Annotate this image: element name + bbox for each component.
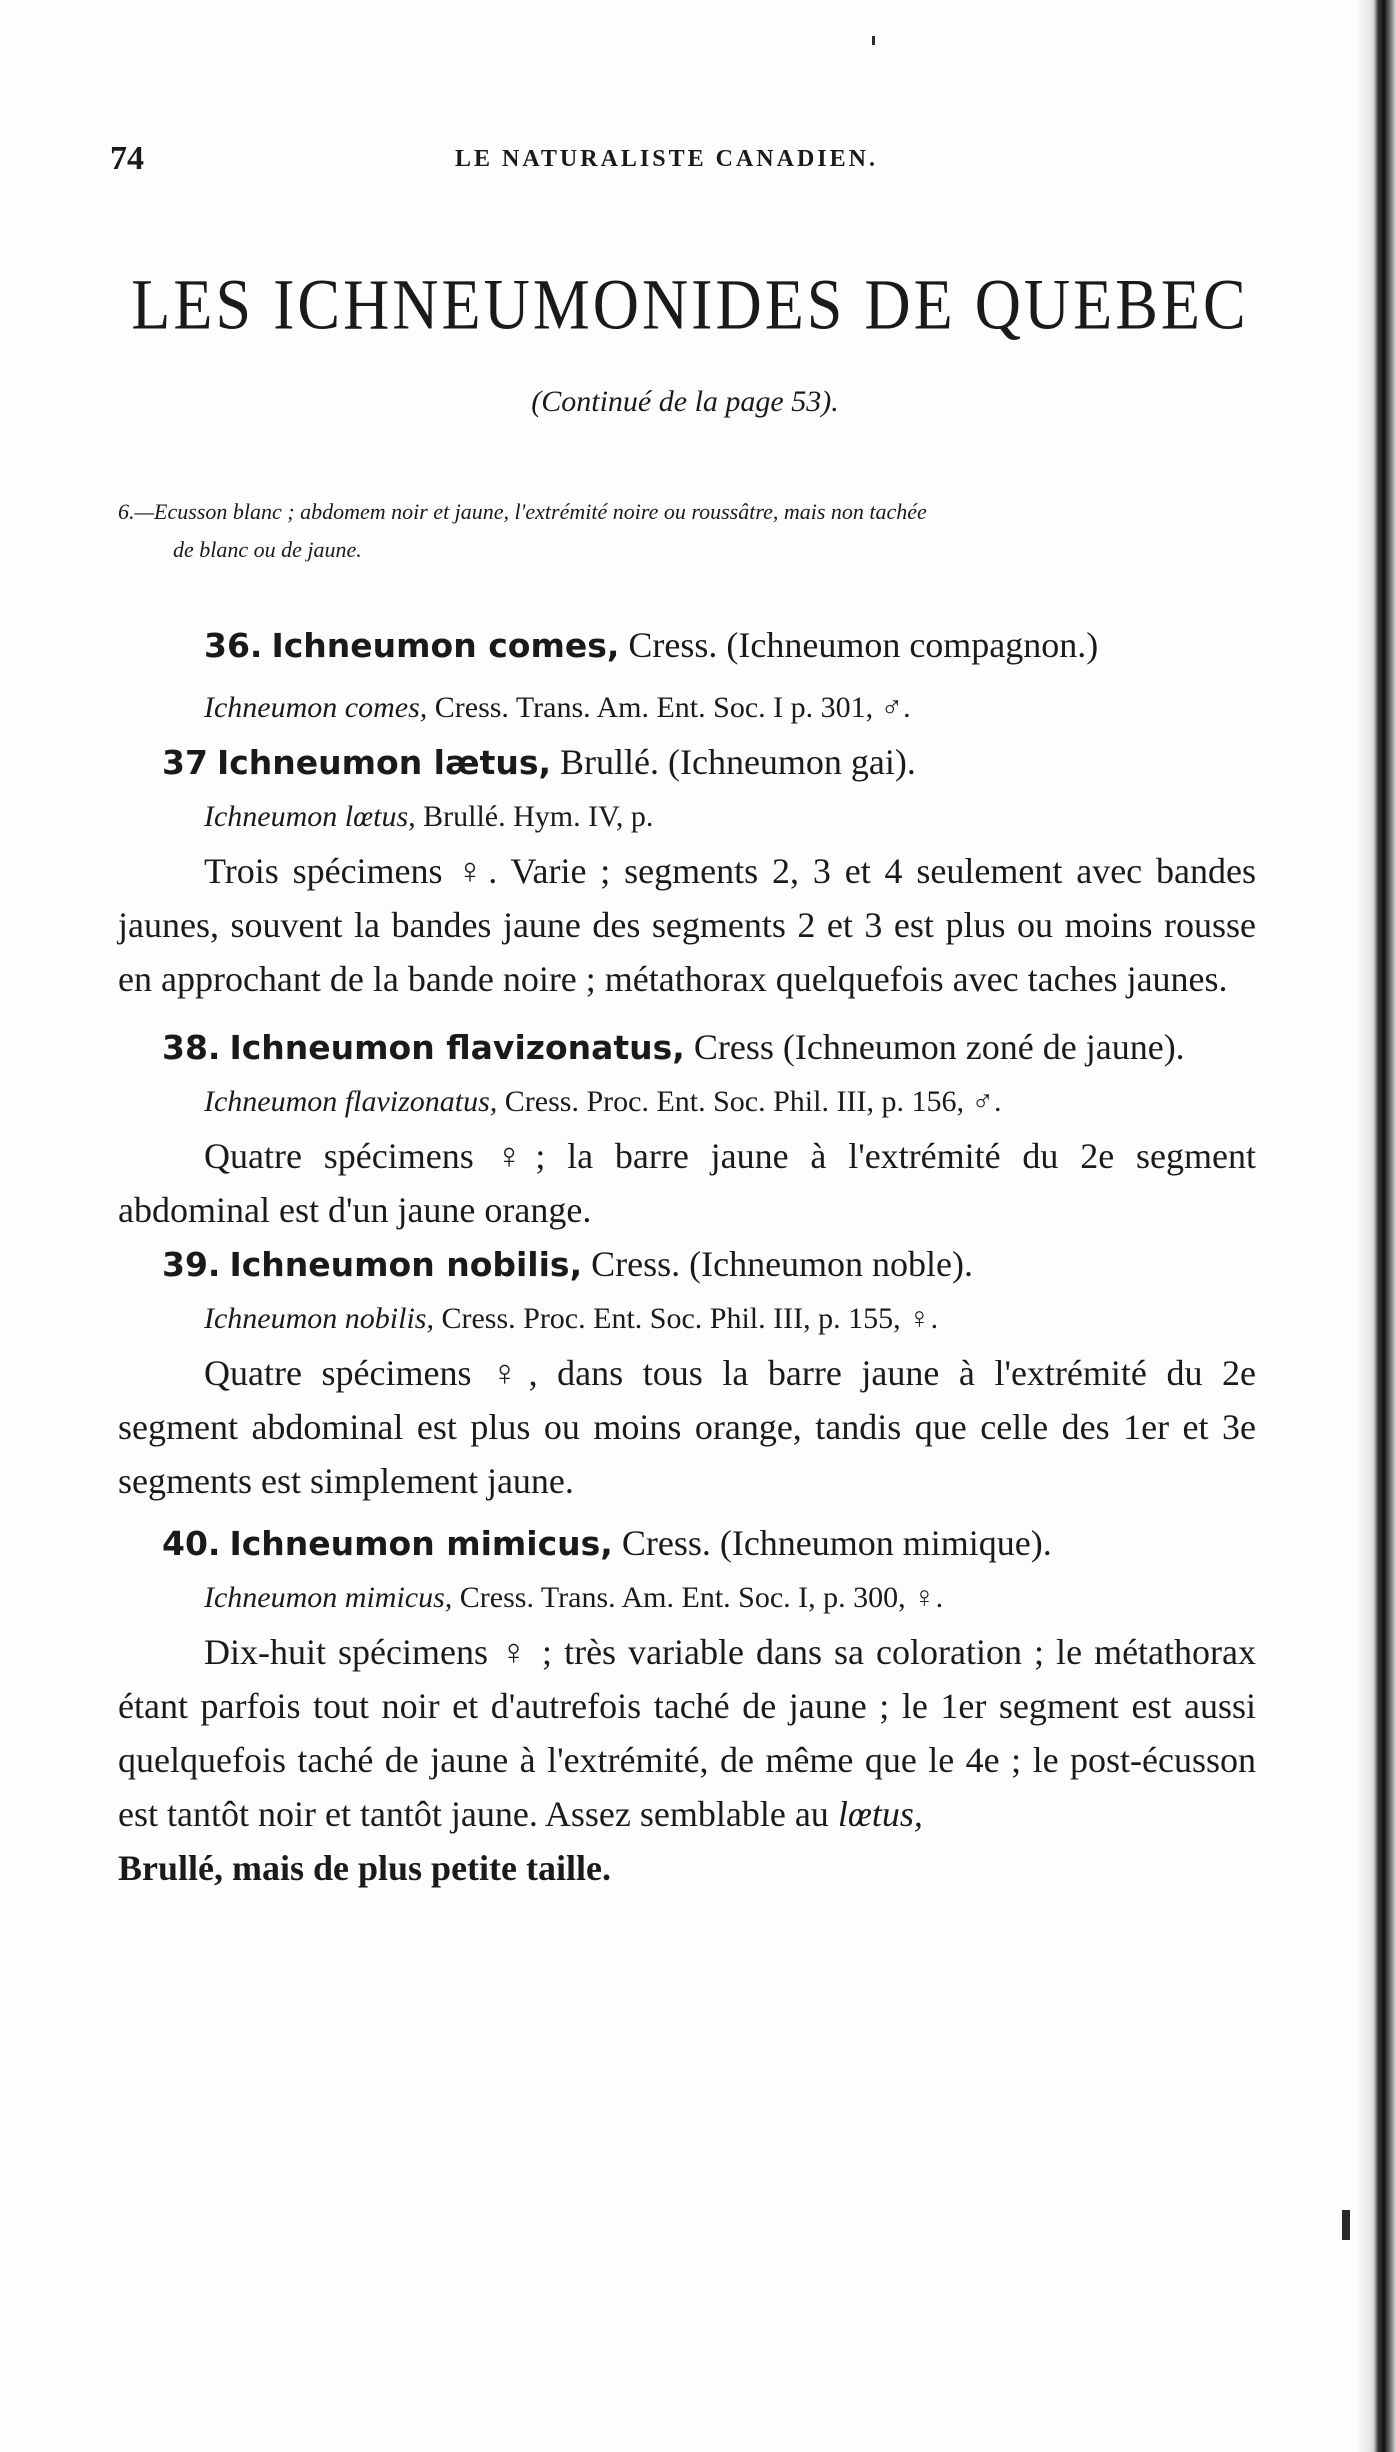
species-reference-40	[118, 1571, 1256, 1625]
page-number: 74	[110, 140, 144, 177]
reference-taxon: Ichneumon flavizonatus,	[204, 1085, 498, 1118]
description-text: Dix-huit spécimens ♀ ; très variable dans sa coloration ; le métathorax étant parfois tout noir et d'autrefois taché de jaune ; le 1er segment est aussi quelquefois taché de jaune à l'extrémité, de même que le 4e ; le post-écusson est tantôt noir et tantôt jaune. Assez semblable au	[118, 1632, 1256, 1834]
running-head	[110, 140, 1260, 180]
reference-citation: Cress. Trans. Am. Ent. Soc. I, p. 300, ♀.	[452, 1581, 944, 1614]
species-heading-38	[118, 1020, 1256, 1075]
description-italic-taxon: lœtus,	[837, 1794, 923, 1834]
key-section-heading	[118, 493, 1268, 569]
species-reference-37	[118, 790, 1256, 844]
species-name: Ichneumon flavizonatus,	[229, 1028, 685, 1067]
species-author-common-name: Cress. (Ichneumon noble).	[582, 1244, 974, 1284]
species-heading-36	[118, 618, 1256, 673]
species-name: Ichneumon comes,	[271, 626, 620, 665]
reference-taxon: Ichneumon lœtus,	[204, 800, 416, 833]
species-author-common-name: Cress (Ichneumon zoné de jaune).	[684, 1027, 1185, 1067]
continuation-note: (Continué de la page 53).	[531, 385, 839, 418]
species-heading-40	[118, 1516, 1256, 1571]
species-name: Ichneumon mimicus,	[229, 1524, 613, 1563]
species-description-40	[118, 1625, 1256, 1895]
species-description-37: Trois spécimens ♀. Varie ; segments 2, 3 et 4 seulement avec bandes jaunes, souvent la bandes jaune des segments 2 et 3 est plus ou moins rousse en approchant de la bande noire ; métathorax quelquefois avec taches jaunes.	[118, 851, 1256, 999]
reference-taxon: Ichneumon comes,	[204, 691, 428, 724]
species-description-39: Quatre spécimens ♀, dans tous la barre jaune à l'extrémité du 2e segment abdominal est plus ou moins orange, tandis que celle des 1er et 3e segments est simplement jaune.	[118, 1353, 1256, 1501]
species-number: 36.	[204, 626, 263, 665]
species-author-common-name: Cress. (Ichneumon compagnon.)	[619, 625, 1099, 665]
species-number: 40.	[162, 1524, 221, 1563]
description-closing: Brullé, mais de plus petite taille.	[118, 1848, 611, 1888]
reference-citation: Cress. Proc. Ent. Soc. Phil. III, p. 155, ♀.	[433, 1302, 939, 1335]
species-reference-36	[118, 681, 1256, 735]
species-author-common-name: Brullé. (Ichneumon gai).	[551, 742, 916, 782]
key-line-2: de blanc ou de jaune.	[173, 537, 362, 562]
key-line-1: 6.—Ecusson blanc ; abdomem noir et jaune, l'extrémité noire ou roussâtre, mais non tachée	[118, 499, 927, 524]
species-heading-37	[118, 735, 1256, 790]
reference-taxon: Ichneumon mimicus,	[204, 1581, 453, 1614]
reference-taxon: Ichneumon nobilis,	[204, 1302, 434, 1335]
species-heading-39	[118, 1237, 1256, 1292]
species-reference-38	[118, 1075, 1256, 1129]
species-number: 37	[162, 743, 208, 782]
species-number: 38.	[162, 1028, 221, 1067]
reference-citation: Cress. Trans. Am. Ent. Soc. I p. 301, ♂.	[427, 691, 911, 724]
species-reference-39	[118, 1292, 1256, 1346]
article-title: LES ICHNEUMONIDES DE QUEBEC	[131, 264, 1249, 345]
reference-citation: Brullé. Hym. IV, p.	[415, 800, 654, 833]
species-name: Ichneumon nobilis,	[229, 1245, 583, 1284]
reference-citation: Cress. Proc. Ent. Soc. Phil. III, p. 156, ♂.	[497, 1085, 1002, 1118]
journal-title: LE NATURALISTE CANADIEN.	[455, 146, 878, 172]
species-number: 39.	[162, 1245, 221, 1284]
species-name: Ichneumon lætus,	[216, 743, 552, 782]
page-edge-shadow	[1356, 0, 1396, 2452]
species-description-38: Quatre spécimens ♀; la barre jaune à l'extrémité du 2e segment abdominal est d'un jaune orange.	[118, 1136, 1256, 1230]
article-body	[118, 618, 1256, 1895]
species-author-common-name: Cress. (Ichneumon mimique).	[612, 1523, 1052, 1563]
